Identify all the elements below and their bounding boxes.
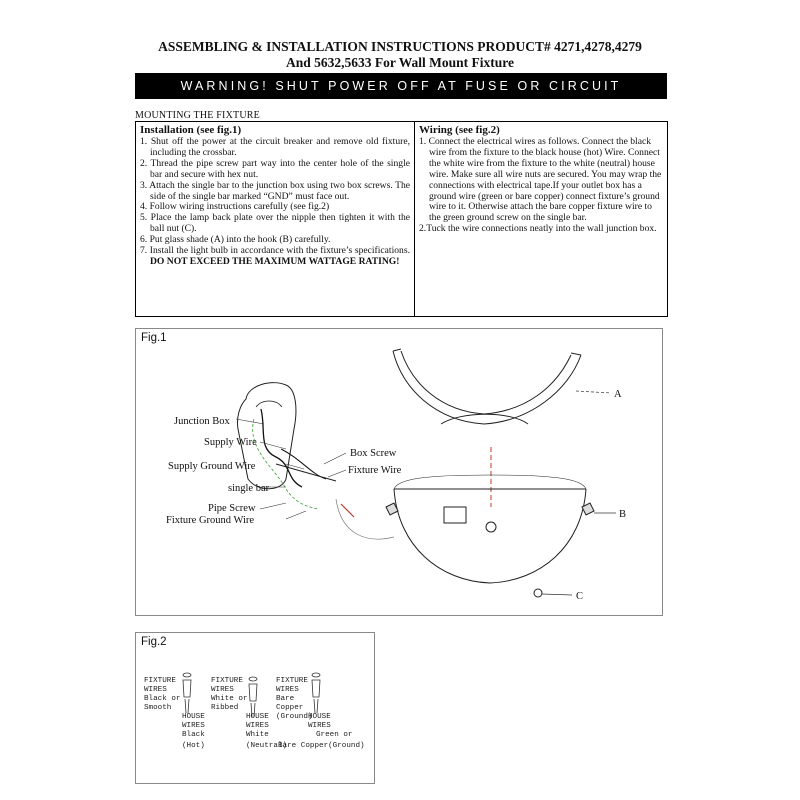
back-plate bbox=[386, 475, 594, 583]
wiring-steps bbox=[419, 137, 663, 235]
installation-step: 4. Follow wiring instructions carefully (see fig.2) bbox=[140, 201, 330, 213]
fixture-wire-label: Fixture Wire bbox=[348, 465, 402, 476]
fixture-ground-wire-label: Fixture Ground Wire bbox=[166, 515, 255, 526]
label-c: C bbox=[576, 591, 584, 602]
fixture-white-label: FIXTURE WIRES White or Ribbed bbox=[211, 677, 248, 712]
label-b: B bbox=[619, 509, 627, 520]
installation-step-7-text: 7. Install the light bulb in accordance with the fixture’s specifications. bbox=[140, 245, 410, 257]
house-ground-label: HOUSE WIRES Green or Bare Copper(Ground) bbox=[278, 713, 365, 750]
installation-steps bbox=[140, 137, 410, 268]
wiring-column bbox=[415, 122, 667, 316]
junction-box bbox=[237, 383, 295, 489]
figure-2 bbox=[135, 632, 375, 784]
installation-step: 2. Thread the pipe screw part way into the center hole of the single bar and secure with hex nut. bbox=[140, 157, 410, 180]
supply-wire-label: Supply Wire bbox=[204, 437, 257, 448]
installation-column bbox=[136, 122, 415, 316]
installation-heading: Installation (see fig.1) bbox=[140, 124, 242, 136]
section-title: MOUNTING THE FIXTURE bbox=[135, 110, 260, 121]
wiring-step: 2.Tuck the wire connections neatly into the wall junction box. bbox=[419, 223, 657, 235]
fixture-wire bbox=[281, 449, 326, 479]
glass-shade bbox=[393, 349, 581, 424]
single-bar-label: single bar bbox=[228, 483, 270, 494]
wire-nut-icon bbox=[312, 673, 320, 713]
box-screw-label: Box Screw bbox=[350, 448, 397, 459]
supply-ground-wire-label: Supply Ground Wire bbox=[168, 461, 256, 472]
wiring-step: 1. Connect the electrical wires as follows. Connect the black wire from the fixture to the black house (hot) Wire. Connect the white wire from the fixture to the white (neutral) house wire. Make sure all wire nuts are secured. You may wrap the connections with electrical tape.If your outlet box has a ground wire (green or bare copper) connect fixture’s ground wire to it. Otherwise attach the bare copper fixture wire to the green ground screw on the single bar. bbox=[419, 136, 662, 224]
fixture-black-label: FIXTURE WIRES Black or Smooth bbox=[144, 677, 181, 712]
figure-1-drawing bbox=[136, 329, 664, 617]
house-black-label: HOUSE WIRES Black (Hot) bbox=[182, 713, 205, 750]
title-line-1: ASSEMBLING & INSTALLATION INSTRUCTIONS PRODUCT# 4271,4278,4279 bbox=[158, 39, 642, 54]
installation-step bbox=[140, 246, 410, 268]
pipe-screw-label: Pipe Screw bbox=[208, 503, 256, 514]
installation-step: 6. Put glass shade (A) into the hook (B) carefully. bbox=[140, 234, 331, 246]
warning-banner: WARNING! SHUT POWER OFF AT FUSE OR CIRCUIT BREAKER. bbox=[135, 73, 667, 99]
pipe-screw bbox=[341, 504, 354, 517]
figure-2-label: Fig.2 bbox=[141, 636, 167, 648]
fixture-ground-wire bbox=[336, 499, 394, 539]
junction-box-label: Junction Box bbox=[174, 416, 230, 427]
wiring-heading: Wiring (see fig.2) bbox=[419, 124, 500, 136]
installation-step: 3. Attach the single bar to the junction box using two box screws. The side of the single bar marked “GND” must face out. bbox=[140, 179, 410, 202]
figure-2-drawing bbox=[136, 633, 376, 785]
figure-1-label: Fig.1 bbox=[141, 332, 167, 344]
wattage-warning: DO NOT EXCEED THE MAXIMUM WATTAGE RATING! bbox=[150, 255, 400, 267]
instructions-table bbox=[135, 121, 668, 317]
title-line-2: And 5632,5633 For Wall Mount Fixture bbox=[285, 55, 515, 70]
installation-step: 5. Place the lamp back plate over the nipple then tighten it with the ball nut (C). bbox=[140, 212, 410, 235]
label-a: A bbox=[614, 389, 622, 400]
wire-nut-icon bbox=[183, 673, 191, 713]
installation-step: 1. Shut off the power at the circuit breaker and remove old fixture, including the crossbar. bbox=[140, 136, 410, 158]
figure-1 bbox=[135, 328, 663, 616]
house-white-label: HOUSE WIRES White (Neutral) bbox=[246, 713, 288, 750]
fixture-ground-label: FIXTURE WIRES Bare Copper (Ground) bbox=[276, 677, 313, 721]
